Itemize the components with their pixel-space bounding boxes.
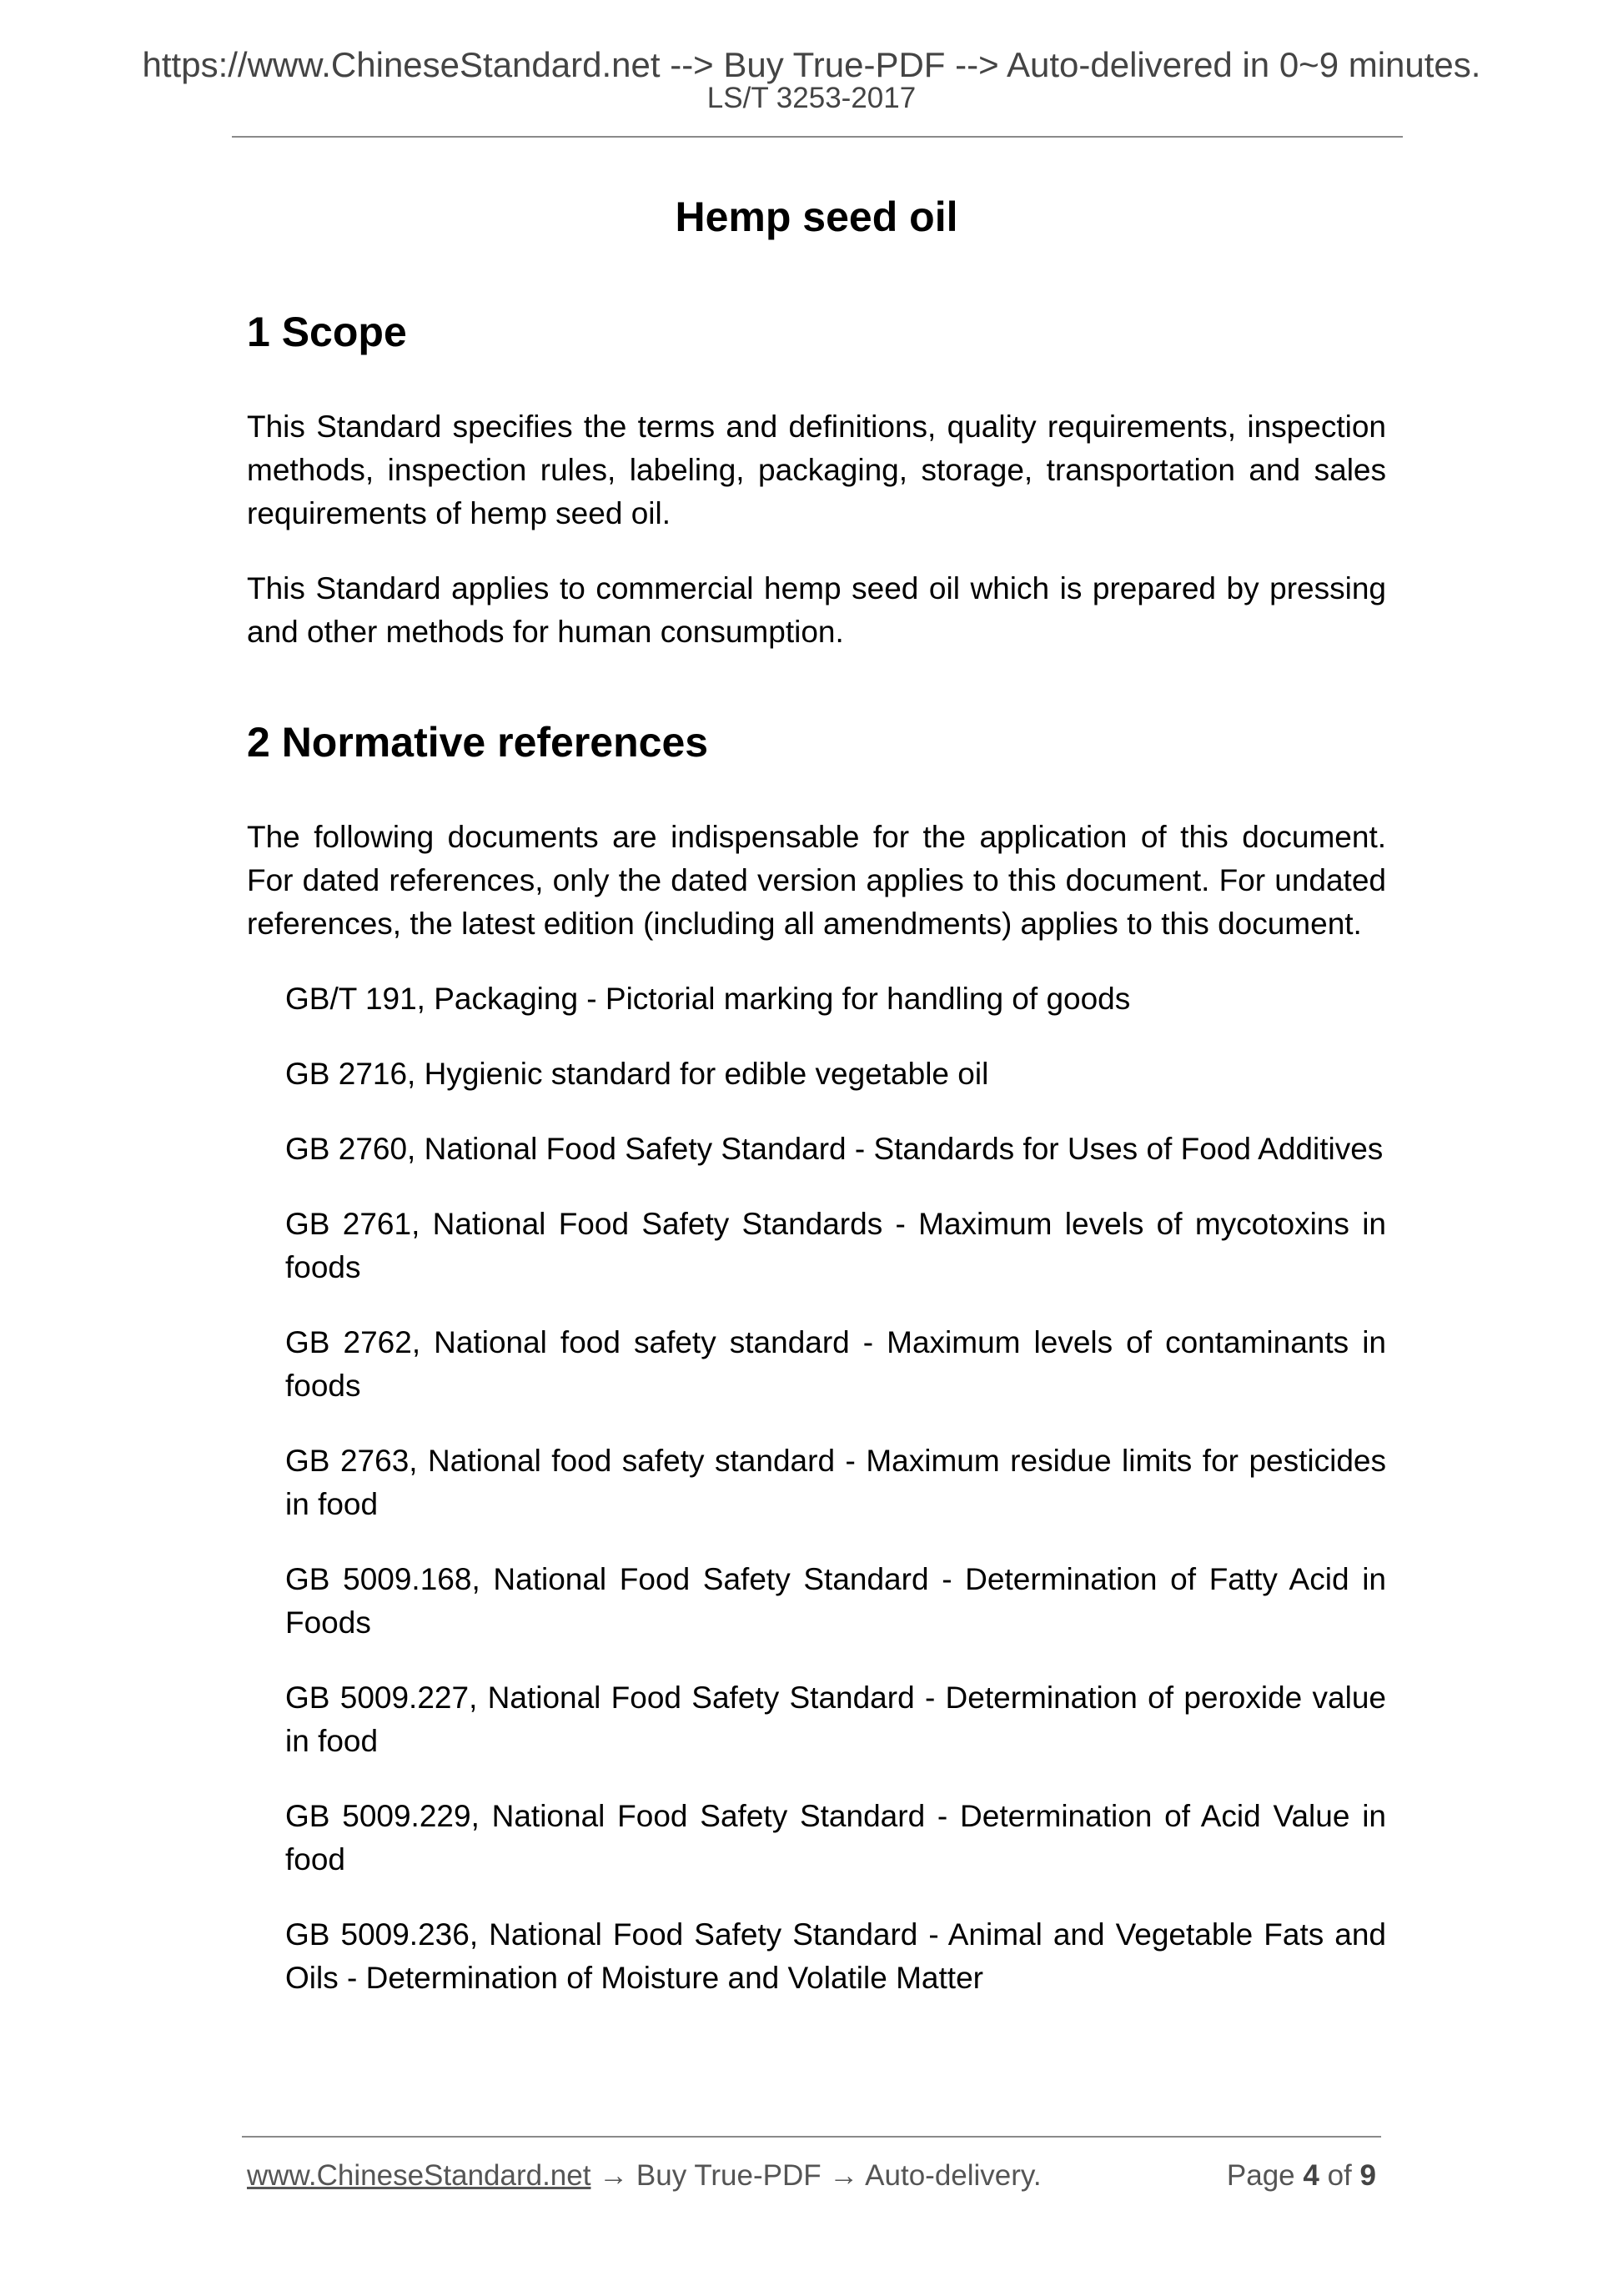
reference-item: GB 5009.229, National Food Safety Standard - Determination of Acid Value in food	[285, 1799, 1386, 1876]
scope-paragraph-1: This Standard specifies the terms and definitions, quality requirements, inspection methods, inspection rules, labeling, packaging, storage, transportation and sales requirements of hemp seed oil.	[247, 409, 1386, 530]
footer-left	[247, 2158, 1042, 2193]
section-heading-normative-references: 2 Normative references	[247, 719, 709, 766]
page-label: Page	[1226, 2159, 1295, 2192]
document-body	[247, 183, 1386, 2032]
section-heading-scope: 1 Scope	[247, 309, 407, 355]
reference-item: GB 5009.236, National Food Safety Standard - Animal and Vegetable Fats and Oils - Determination of Moisture and Volatile Matter	[285, 1917, 1386, 1995]
footer-divider	[242, 2136, 1381, 2138]
source-banner: https://www.ChineseStandard.net --> Buy True-PDF --> Auto-delivered in 0~9 minutes.	[142, 45, 1481, 84]
document-title: Hemp seed oil	[675, 193, 958, 240]
footer-tagline: → Buy True-PDF → Auto-delivery.	[590, 2159, 1042, 2192]
reference-item: GB 2716, Hygienic standard for edible vegetable oil	[285, 1057, 989, 1091]
reference-item: GB 2760, National Food Safety Standard - Standards for Uses of Food Additives	[285, 1132, 1384, 1166]
page-total: 9	[1359, 2159, 1376, 2192]
reference-item: GB 2761, National Food Safety Standards - Maximum levels of mycotoxins in foods	[285, 1207, 1386, 1284]
normative-references-intro: The following documents are indispensable for the application of this document. For dated references, only the dated version applies to this document. For undated references, the latest edition (including all amendments) applies to this document.	[247, 820, 1386, 941]
page-of-label: of	[1327, 2159, 1352, 2192]
reference-item: GB 2762, National food safety standard - Maximum levels of contaminants in foods	[285, 1325, 1386, 1403]
site-link[interactable]: www.ChineseStandard.net	[247, 2159, 591, 2192]
document-code: LS/T 3253-2017	[706, 82, 917, 114]
header-divider	[232, 136, 1403, 138]
reference-list	[247, 977, 1386, 2000]
reference-item: GB 5009.168, National Food Safety Standard - Determination of Fatty Acid in Foods	[285, 1562, 1386, 1640]
scope-paragraph-2: This Standard applies to commercial hemp seed oil which is prepared by pressing and other methods for human consumption.	[247, 571, 1386, 649]
reference-item: GB/T 191, Packaging - Pictorial marking for handling of goods	[285, 982, 1131, 1016]
page-indicator	[1227, 2158, 1376, 2193]
page-current: 4	[1303, 2159, 1319, 2192]
reference-item: GB 2763, National food safety standard - Maximum residue limits for pesticides in food	[285, 1444, 1386, 1521]
reference-item: GB 5009.227, National Food Safety Standard - Determination of peroxide value in food	[285, 1681, 1386, 1758]
